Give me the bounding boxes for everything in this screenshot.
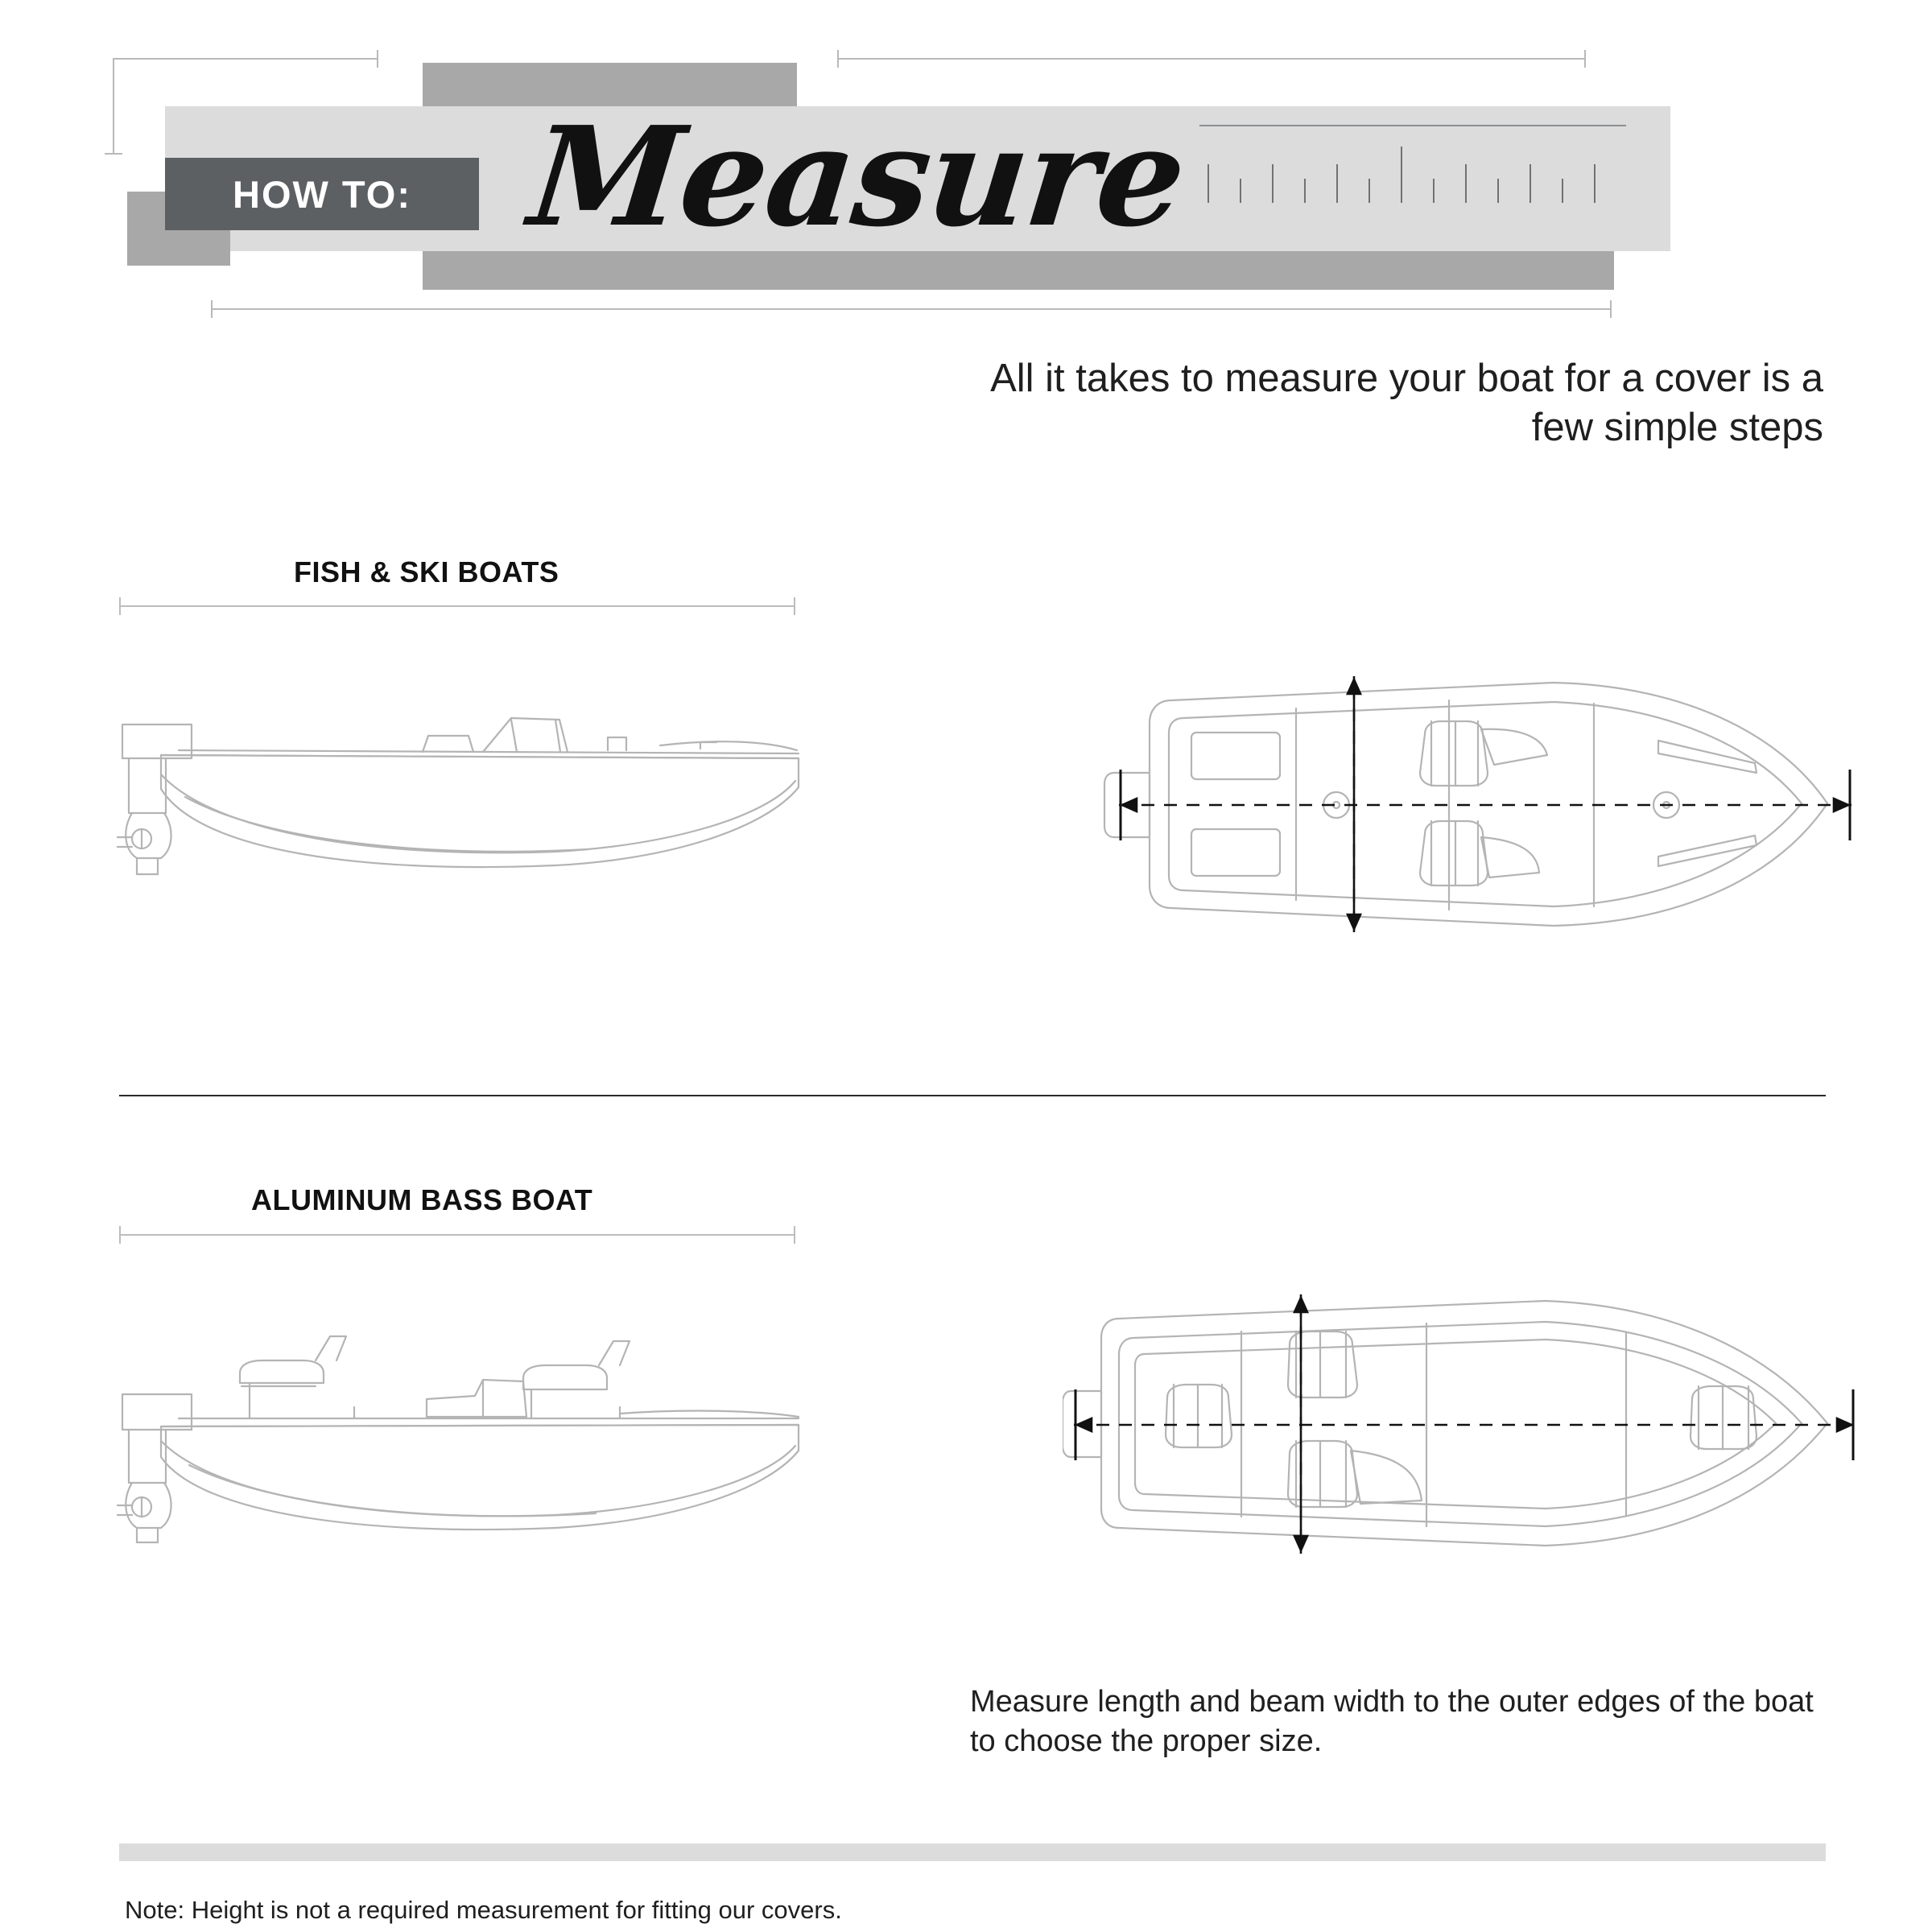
header	[0, 0, 1932, 338]
header-dimension-cap-tr-a	[837, 50, 839, 68]
header-dimension-cap-left	[105, 153, 122, 155]
boat-top-view-aluminum-bass	[1063, 1264, 1868, 1586]
howto-label: HOW TO:	[233, 172, 411, 216]
footer-band	[119, 1843, 1826, 1861]
section-divider	[119, 1095, 1826, 1096]
instruction-text: Measure length and beam width to the outer edges of the boat to choose the proper size.	[970, 1685, 1814, 1759]
header-dimension-top-left	[113, 58, 378, 60]
header-dimension-left-vertical	[113, 58, 114, 155]
subtitle: All it takes to measure your boat for a cover is a few simple steps	[990, 357, 1823, 450]
section-rule-aluminum-bass	[119, 1234, 795, 1236]
howto-badge	[165, 158, 479, 230]
section-title-aluminum-bass: ALUMINUM BASS BOAT	[251, 1183, 593, 1216]
header-dimension-cap-tr-b	[1584, 50, 1586, 68]
boat-side-view-fish-ski	[105, 700, 805, 886]
header-dimension-top-right	[837, 58, 1586, 60]
boat-top-view-fish-ski	[1103, 644, 1868, 966]
header-dimension-bottom	[211, 308, 1612, 310]
header-dimension-cap-b-b	[1610, 300, 1612, 318]
footer-note: Note: Height is not a required measurement for fitting our covers.	[125, 1896, 842, 1924]
section-rule-fish-ski	[119, 605, 795, 607]
page-title: Measure	[522, 97, 1192, 258]
header-dimension-cap-b-a	[211, 300, 213, 318]
header-dimension-cap-topright	[377, 50, 378, 68]
section-title-fish-ski: FISH & SKI BOATS	[294, 555, 559, 588]
ruler-icon	[1199, 113, 1626, 250]
boat-side-view-aluminum-bass	[105, 1312, 805, 1546]
